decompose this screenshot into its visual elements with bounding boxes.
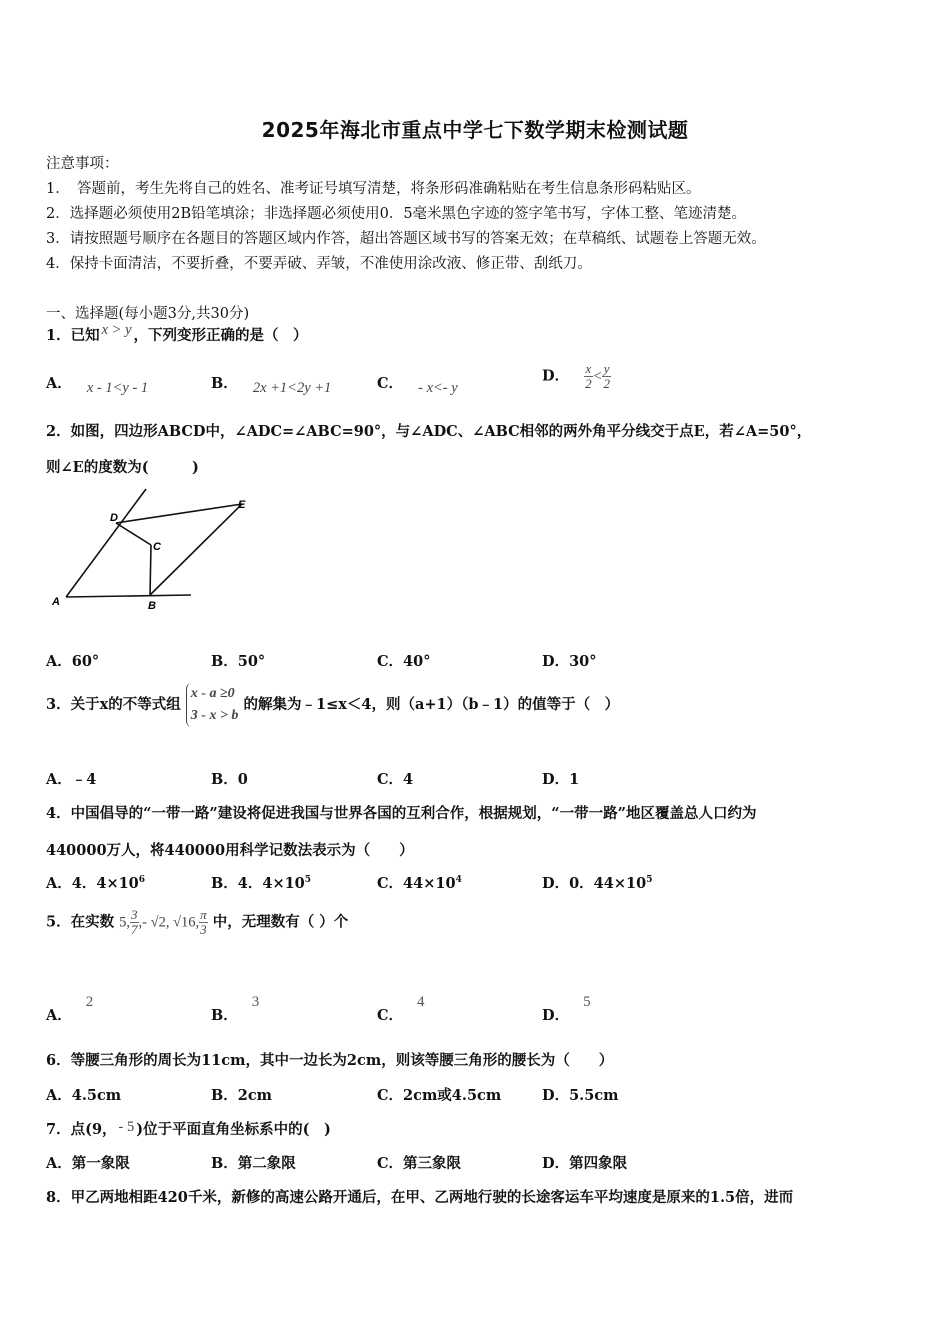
q7-option-b[interactable]: B．第二象限 bbox=[211, 1155, 296, 1172]
q7-option-d[interactable]: D．第四象限 bbox=[542, 1155, 628, 1172]
q4-option-b[interactable]: B．4．$4\times 10^5$ bbox=[211, 875, 312, 892]
q7-option-a[interactable]: A．第一象限 bbox=[46, 1155, 130, 1172]
question-3: 3．关于x的不等式组 x - a ≥0 3 - x > b 的解集为﹣1≤x＜4，则（a+1）（b﹣1）的值等于（ ） bbox=[46, 683, 619, 727]
question-8-line-1: 8．甲乙两地相距420千米，新修的高速公路开通后，在甲、乙两地行驶的长途客运车平均速度是原来的1.5倍，进而 bbox=[46, 1189, 794, 1206]
q5-option-a[interactable]: A．2 bbox=[46, 994, 94, 1024]
label-d: D bbox=[110, 512, 118, 524]
q7-option-c[interactable]: C．第三象限 bbox=[377, 1155, 462, 1172]
q2-option-b[interactable]: B．50° bbox=[211, 653, 266, 670]
quadrilateral-figure bbox=[46, 485, 266, 615]
question-6: 6．等腰三角形的周长为11cm，其中一边长为2cm，则该等腰三角形的腰长为（ ） bbox=[46, 1052, 614, 1069]
q1-option-b[interactable]: B． 2x +1<2y +1 bbox=[211, 375, 332, 396]
q1-condition: x > y bbox=[101, 322, 132, 338]
question-4-line-2: 440000万人，将440000用科学记数法表示为（ ） bbox=[46, 842, 414, 859]
q5-option-d[interactable]: D．5 bbox=[542, 994, 591, 1024]
q1-option-c[interactable]: C． - x<- y bbox=[377, 375, 458, 396]
question-4-options bbox=[46, 872, 906, 896]
label-c: C bbox=[153, 541, 161, 553]
question-1-options bbox=[46, 361, 906, 396]
q4-option-d[interactable]: D．0．$44\times 10^5$ bbox=[542, 875, 653, 892]
question-4-line-1: 4．中国倡导的“一带一路”建设将促进我国与世界各国的互利合作，根据规划，“一带一路”地区覆盖总人口约为 bbox=[46, 805, 757, 822]
notice-heading: 注意事项： bbox=[46, 156, 119, 172]
q5-option-c[interactable]: C．4 bbox=[377, 994, 425, 1024]
q4-option-c[interactable]: C．$44\times 10^4$ bbox=[377, 875, 462, 892]
q2-option-d[interactable]: D．30° bbox=[542, 653, 597, 670]
inequality-system: x - a ≥0 3 - x > b bbox=[186, 683, 239, 727]
question-3-options bbox=[46, 768, 906, 792]
q4-option-a[interactable]: A．4．$4\times 10^6$ bbox=[46, 875, 146, 892]
q3-option-b[interactable]: B．0 bbox=[211, 771, 248, 788]
label-e: E bbox=[238, 499, 246, 511]
question-2-options bbox=[46, 650, 906, 674]
question-2-line-2: 则∠E的度数为( ) bbox=[46, 459, 199, 476]
question-7-options bbox=[46, 1152, 906, 1176]
question-5: 5．在实数 5, $\frac{3}{7}$ ,- √2, √16, $\frac{\pi}{3}$ 中，无理数有（ ）个 bbox=[46, 907, 349, 937]
q2-option-c[interactable]: C．40° bbox=[377, 653, 431, 670]
notice-item: 3．请按照题号顺序在各题目的答题区域内作答，超出答题区域书写的答案无效；在草稿纸、试题卷上答题无效。 bbox=[46, 231, 766, 247]
question-1: 1．已知 x > y ，下列变形正确的是（ ） bbox=[46, 322, 308, 344]
q1-option-a[interactable]: A． x - 1<y - 1 bbox=[46, 375, 149, 396]
q5-option-b[interactable]: B．3 bbox=[211, 994, 260, 1024]
page-title: 2025年海北市重点中学七下数学期末检测试题 bbox=[261, 118, 689, 142]
question-6-options bbox=[46, 1084, 906, 1108]
label-b: B bbox=[148, 600, 156, 612]
q3-option-a[interactable]: A．﹣4 bbox=[46, 771, 97, 788]
notice-item: 2．选择题必须使用2B铅笔填涂；非选择题必须使用0．5毫米黑色字迹的签字笔书写，字体工整、笔迹清楚。 bbox=[46, 206, 747, 222]
q6-option-c[interactable]: C．2cm或4.5cm bbox=[377, 1087, 502, 1104]
q6-option-a[interactable]: A．4.5cm bbox=[46, 1087, 122, 1104]
q1-option-d[interactable]: D． $\frac{x}{2}$ < $\frac{y}{2}$ bbox=[542, 361, 610, 391]
q3-option-c[interactable]: C．4 bbox=[377, 771, 414, 788]
q3-option-d[interactable]: D．1 bbox=[542, 771, 580, 788]
q2-option-a[interactable]: A．60° bbox=[46, 653, 100, 670]
q6-option-d[interactable]: D．5.5cm bbox=[542, 1087, 619, 1104]
notice-item: 4．保持卡面清洁，不要折叠，不要弄破、弄皱，不准使用涂改液、修正带、刮纸刀。 bbox=[46, 256, 592, 272]
notice-item: 1． 答题前，考生先将自己的姓名、准考证号填写清楚，将条形码准确粘贴在考生信息条形码粘贴区。 bbox=[46, 181, 701, 197]
q6-option-b[interactable]: B．2cm bbox=[211, 1087, 273, 1104]
question-2-line-1: 2．如图，四边形ABCD中，∠ADC=∠ABC=90°，与∠ADC、∠ABC相邻的两外角平分线交于点E，若∠A=50°， bbox=[46, 423, 812, 440]
section-heading: 一、选择题(每小题3分,共30分) bbox=[46, 306, 250, 322]
question-5-options bbox=[46, 992, 906, 1024]
question-7: 7．点(9， - 5 )位于平面直角坐标系中的( ) bbox=[46, 1119, 331, 1138]
label-a: A bbox=[52, 596, 60, 608]
